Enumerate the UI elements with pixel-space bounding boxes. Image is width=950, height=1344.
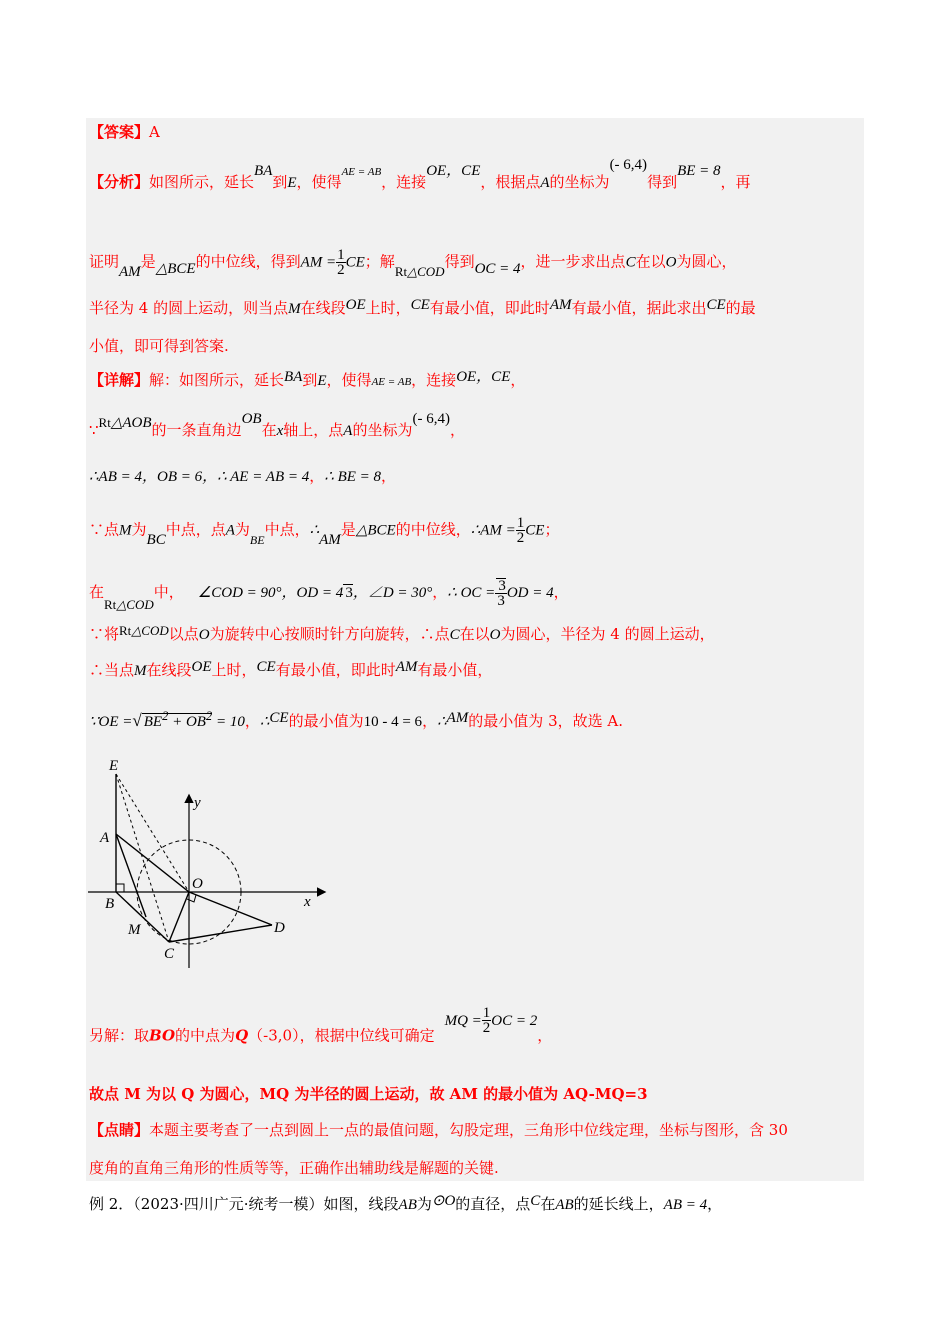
- text: 如图所示，延长: [149, 173, 255, 191]
- text: 中点，点: [165, 520, 226, 539]
- text: 为旋转中心按顺时针方向旋转，∴点: [209, 625, 450, 643]
- denominator: 3: [497, 593, 505, 609]
- text: 到: [302, 371, 318, 389]
- numerator: 1: [482, 1005, 491, 1021]
- label-C: C: [164, 946, 175, 962]
- answer-line: [89, 122, 160, 142]
- math: AM: [319, 531, 341, 548]
- text: 在线段: [146, 661, 192, 679]
- text: ，进一步求出点: [520, 252, 626, 271]
- detail-line-8: [89, 706, 623, 732]
- math: △COD: [131, 623, 169, 638]
- text: 的最: [725, 299, 756, 317]
- numerator: 1: [516, 515, 525, 531]
- math: ∵OE =: [89, 714, 133, 730]
- math: ∴ OC =: [447, 585, 496, 601]
- text: ，连接: [381, 173, 427, 191]
- comment-line-2: [89, 1158, 499, 1178]
- detail-line-4: ∵点M为BC中点，点A为$_{BE}$中点，∴AM是△BCE的中位线，∴AM = $\frac{1}{2}$ CE；: [89, 515, 560, 548]
- math: O: [489, 627, 501, 643]
- math: CE: [706, 297, 726, 313]
- math: AB = 4: [663, 1197, 708, 1213]
- text: ，: [432, 583, 448, 601]
- text: ，连接: [411, 371, 457, 389]
- math: BC: [146, 531, 166, 548]
- math: C: [449, 627, 460, 643]
- math: Rt: [119, 623, 132, 638]
- text: 在: [540, 1195, 556, 1213]
- text: 的中位线，: [395, 520, 471, 539]
- text: ，: [244, 712, 260, 730]
- math: △AOB: [110, 415, 152, 431]
- math: AM: [446, 710, 469, 726]
- text: 故点 M 为以 Q 为圆心，MQ 为半径的圆上运动，故 AM 的最小值为 AQ-MQ=3: [89, 1085, 648, 1103]
- text: BO: [149, 1026, 176, 1045]
- text: 的一条直角边: [151, 421, 242, 439]
- text: 轴上，点: [283, 421, 344, 439]
- text: 的中位线，得到: [195, 252, 301, 271]
- numerator: 3: [498, 578, 506, 594]
- segment-EO: [116, 774, 189, 892]
- label-M: M: [128, 922, 141, 938]
- text: 为圆心，半径为 4 的圆上运动，: [500, 625, 715, 643]
- math: MQ =: [444, 1012, 482, 1029]
- text: ，: [553, 583, 569, 601]
- math: M: [288, 301, 301, 317]
- math: BA: [284, 369, 303, 385]
- math: OC = 2: [491, 1012, 538, 1029]
- math: CE: [345, 254, 365, 271]
- math: + OB: [168, 714, 206, 730]
- math: Rt: [104, 597, 117, 612]
- math: Rt: [98, 415, 111, 430]
- math: 10 - 4 = 6: [363, 714, 423, 730]
- math: M: [134, 663, 147, 679]
- text: 上时，: [365, 299, 411, 317]
- text: Q: [235, 1026, 249, 1045]
- text: 为: [131, 520, 147, 539]
- math: OD = 4: [506, 585, 554, 601]
- text: 的最小值为 3，故选 A.: [468, 712, 623, 730]
- text: ，: [422, 712, 438, 730]
- math: ⊙O: [431, 1193, 456, 1209]
- text: ，: [707, 1195, 723, 1213]
- segment-OD: [189, 892, 272, 925]
- math: CE: [410, 297, 430, 313]
- detail-line-3: [89, 466, 396, 487]
- example-2-line: [89, 1194, 722, 1215]
- text: 度角的直角三角形的性质等等，正确作出辅助线是解题的关键.: [89, 1159, 499, 1177]
- math: O: [198, 627, 210, 643]
- text: 中点，: [264, 520, 310, 539]
- text: 本题主要考查了一点到圆上一点的最值问题，勾股定理，三角形中位线定理，坐标与图形，含 30: [149, 1121, 788, 1139]
- text: 在以: [459, 625, 490, 643]
- math: △BCE: [155, 260, 196, 277]
- text: 是: [140, 252, 156, 271]
- math: △BCE: [355, 522, 396, 539]
- math: O: [665, 254, 677, 271]
- text: 的坐标为: [352, 421, 413, 439]
- text: 有最小值，即此时: [429, 299, 550, 317]
- math: E: [317, 373, 327, 389]
- math: ∴: [470, 522, 481, 539]
- segment-OC: [169, 892, 189, 942]
- text: 上时，: [211, 661, 257, 679]
- math: AE = AB: [341, 166, 382, 178]
- denominator: 2: [337, 262, 345, 278]
- text: ∴当点: [89, 661, 135, 679]
- text: 为: [416, 1195, 432, 1213]
- math: C: [625, 254, 636, 271]
- text: 得到: [444, 252, 475, 271]
- text: 在以: [635, 252, 666, 271]
- text: ，: [537, 1026, 553, 1045]
- math: BE: [249, 532, 265, 547]
- text: 得到: [647, 173, 678, 191]
- text: 例 2．（2023·四川广元·统考一模）如图，线段: [89, 1195, 399, 1213]
- text: ，使得: [296, 173, 342, 191]
- right-angle-mark-O: [187, 895, 196, 902]
- analysis-tag: 【分析】: [89, 173, 150, 191]
- text: 另解：取: [89, 1026, 150, 1045]
- math: AM: [119, 263, 141, 280]
- label-A: A: [100, 830, 110, 846]
- math: OB: [241, 411, 262, 427]
- text: ；解: [364, 252, 395, 271]
- text: 小值，即可得到答案.: [89, 337, 229, 355]
- math: OE: [345, 297, 366, 313]
- label-D: D: [274, 920, 285, 936]
- math: = 10: [212, 714, 245, 730]
- text: 为: [234, 520, 250, 539]
- text: 证明: [89, 252, 120, 271]
- math: OE，CE: [426, 163, 481, 179]
- math: A: [225, 522, 235, 539]
- text: 在: [261, 421, 277, 439]
- math: ∴AB = 4，OB = 6，: [89, 469, 218, 485]
- math: 2: [162, 709, 169, 723]
- math: ∴: [437, 714, 447, 730]
- detail-line-1: [89, 370, 525, 392]
- fraction-half: [482, 1006, 492, 1035]
- text: 在线段: [300, 299, 346, 317]
- segment-CD: [169, 925, 272, 942]
- math: (- 6,4): [609, 157, 648, 173]
- alt-line-1: [89, 1005, 553, 1051]
- math: △COD: [407, 263, 445, 279]
- math: x: [276, 423, 284, 439]
- alt-line-2: [89, 1084, 648, 1104]
- segment-BC: [116, 892, 169, 942]
- math: A: [540, 175, 550, 191]
- answer-tag: 【答案】: [89, 123, 150, 141]
- analysis-line-1: [89, 157, 751, 194]
- text: 中，: [153, 583, 184, 601]
- math: ∴: [259, 714, 270, 730]
- text: 的直径，点: [455, 1195, 531, 1213]
- text: ∵将: [89, 625, 120, 643]
- text: 有最小值，: [417, 661, 493, 679]
- text: 有最小值，即此时: [275, 661, 396, 679]
- numerator: 1: [337, 247, 345, 263]
- geometry-figure: [86, 752, 336, 974]
- text: ，再: [720, 173, 751, 191]
- text: 半径为 4 的圆上运动，则当点: [89, 299, 289, 317]
- comment-tag: 【点睛】: [89, 1121, 150, 1139]
- text: 以点: [168, 625, 199, 643]
- math: BE: [143, 714, 163, 730]
- math: C: [530, 1193, 541, 1209]
- text: ，: [381, 467, 397, 485]
- math: AB: [555, 1197, 574, 1213]
- denominator: 2: [516, 530, 525, 546]
- detail-tag: 【详解】: [89, 371, 150, 389]
- math: AE = AB: [371, 376, 412, 388]
- math: 2: [205, 709, 213, 723]
- math: AB: [398, 1197, 417, 1213]
- math: ∴: [309, 522, 320, 539]
- text: 的坐标为: [549, 173, 610, 191]
- math: OE: [191, 659, 212, 675]
- text: 的中点为: [175, 1026, 236, 1045]
- detail-line-7: [89, 660, 492, 681]
- math: M: [119, 522, 132, 539]
- math: ∠COD = 90°，OD = 4: [197, 585, 344, 601]
- right-angle-mark-B: [116, 884, 124, 892]
- denominator: 2: [482, 1020, 491, 1036]
- text: ，根据点: [480, 173, 541, 191]
- text: 解：如图所示，延长: [149, 371, 285, 389]
- fraction-half: [336, 248, 346, 277]
- text: ，: [449, 421, 465, 439]
- math: OE，CE: [456, 369, 511, 385]
- math: (- 6,4): [412, 411, 450, 427]
- math: AM =: [300, 254, 337, 271]
- math: CE: [269, 710, 289, 726]
- math: CE: [525, 522, 545, 539]
- detail-line-2: [89, 411, 465, 441]
- math: ∴ BE = 8: [324, 469, 382, 485]
- math: BA: [254, 163, 273, 179]
- because-sign: ∵: [89, 421, 99, 439]
- math: OC = 4: [474, 260, 521, 277]
- text: 到: [272, 173, 288, 191]
- math: ∴ AE = AB = 4: [217, 469, 310, 485]
- text: ，: [510, 371, 526, 389]
- math: AM =: [480, 522, 516, 539]
- fraction-sqrt3-over-3: [495, 578, 507, 608]
- answer-value: A: [149, 123, 160, 141]
- math: AM: [395, 659, 418, 675]
- label-y: y: [194, 795, 201, 811]
- text: （-3,0），根据中位线可确定: [248, 1026, 435, 1045]
- sqrt-body: [142, 709, 213, 730]
- math: A: [343, 423, 353, 439]
- text: 的延长线上，: [573, 1195, 664, 1213]
- analysis-line-3: [89, 298, 756, 319]
- text: 的最小值为: [288, 712, 364, 730]
- text: 为圆心，: [676, 252, 737, 271]
- text: 在: [89, 583, 105, 601]
- label-x: x: [304, 894, 311, 910]
- text: ，使得: [326, 371, 372, 389]
- sqrt-sign: √: [132, 711, 142, 730]
- math: △COD: [116, 597, 154, 612]
- math: Rt: [394, 263, 408, 279]
- math: ，∠D = 30°: [352, 585, 433, 601]
- math: CE: [256, 659, 276, 675]
- analysis-line-4: [89, 336, 229, 356]
- label-O: O: [192, 876, 203, 892]
- math: BE = 8: [677, 163, 721, 179]
- fraction-half: [516, 516, 526, 545]
- detail-line-6: [89, 624, 715, 645]
- label-B: B: [105, 896, 115, 912]
- math: E: [287, 175, 297, 191]
- detail-line-5: [89, 578, 569, 612]
- math: AM: [549, 297, 572, 313]
- text: 有最小值，据此求出: [571, 299, 707, 317]
- label-E: E: [109, 758, 119, 774]
- text: ∵点: [89, 520, 120, 539]
- math: 3: [345, 585, 353, 601]
- comment-line-1: [89, 1120, 788, 1140]
- analysis-line-2: [89, 247, 737, 280]
- text: ，: [309, 467, 325, 485]
- text: 是: [340, 520, 356, 539]
